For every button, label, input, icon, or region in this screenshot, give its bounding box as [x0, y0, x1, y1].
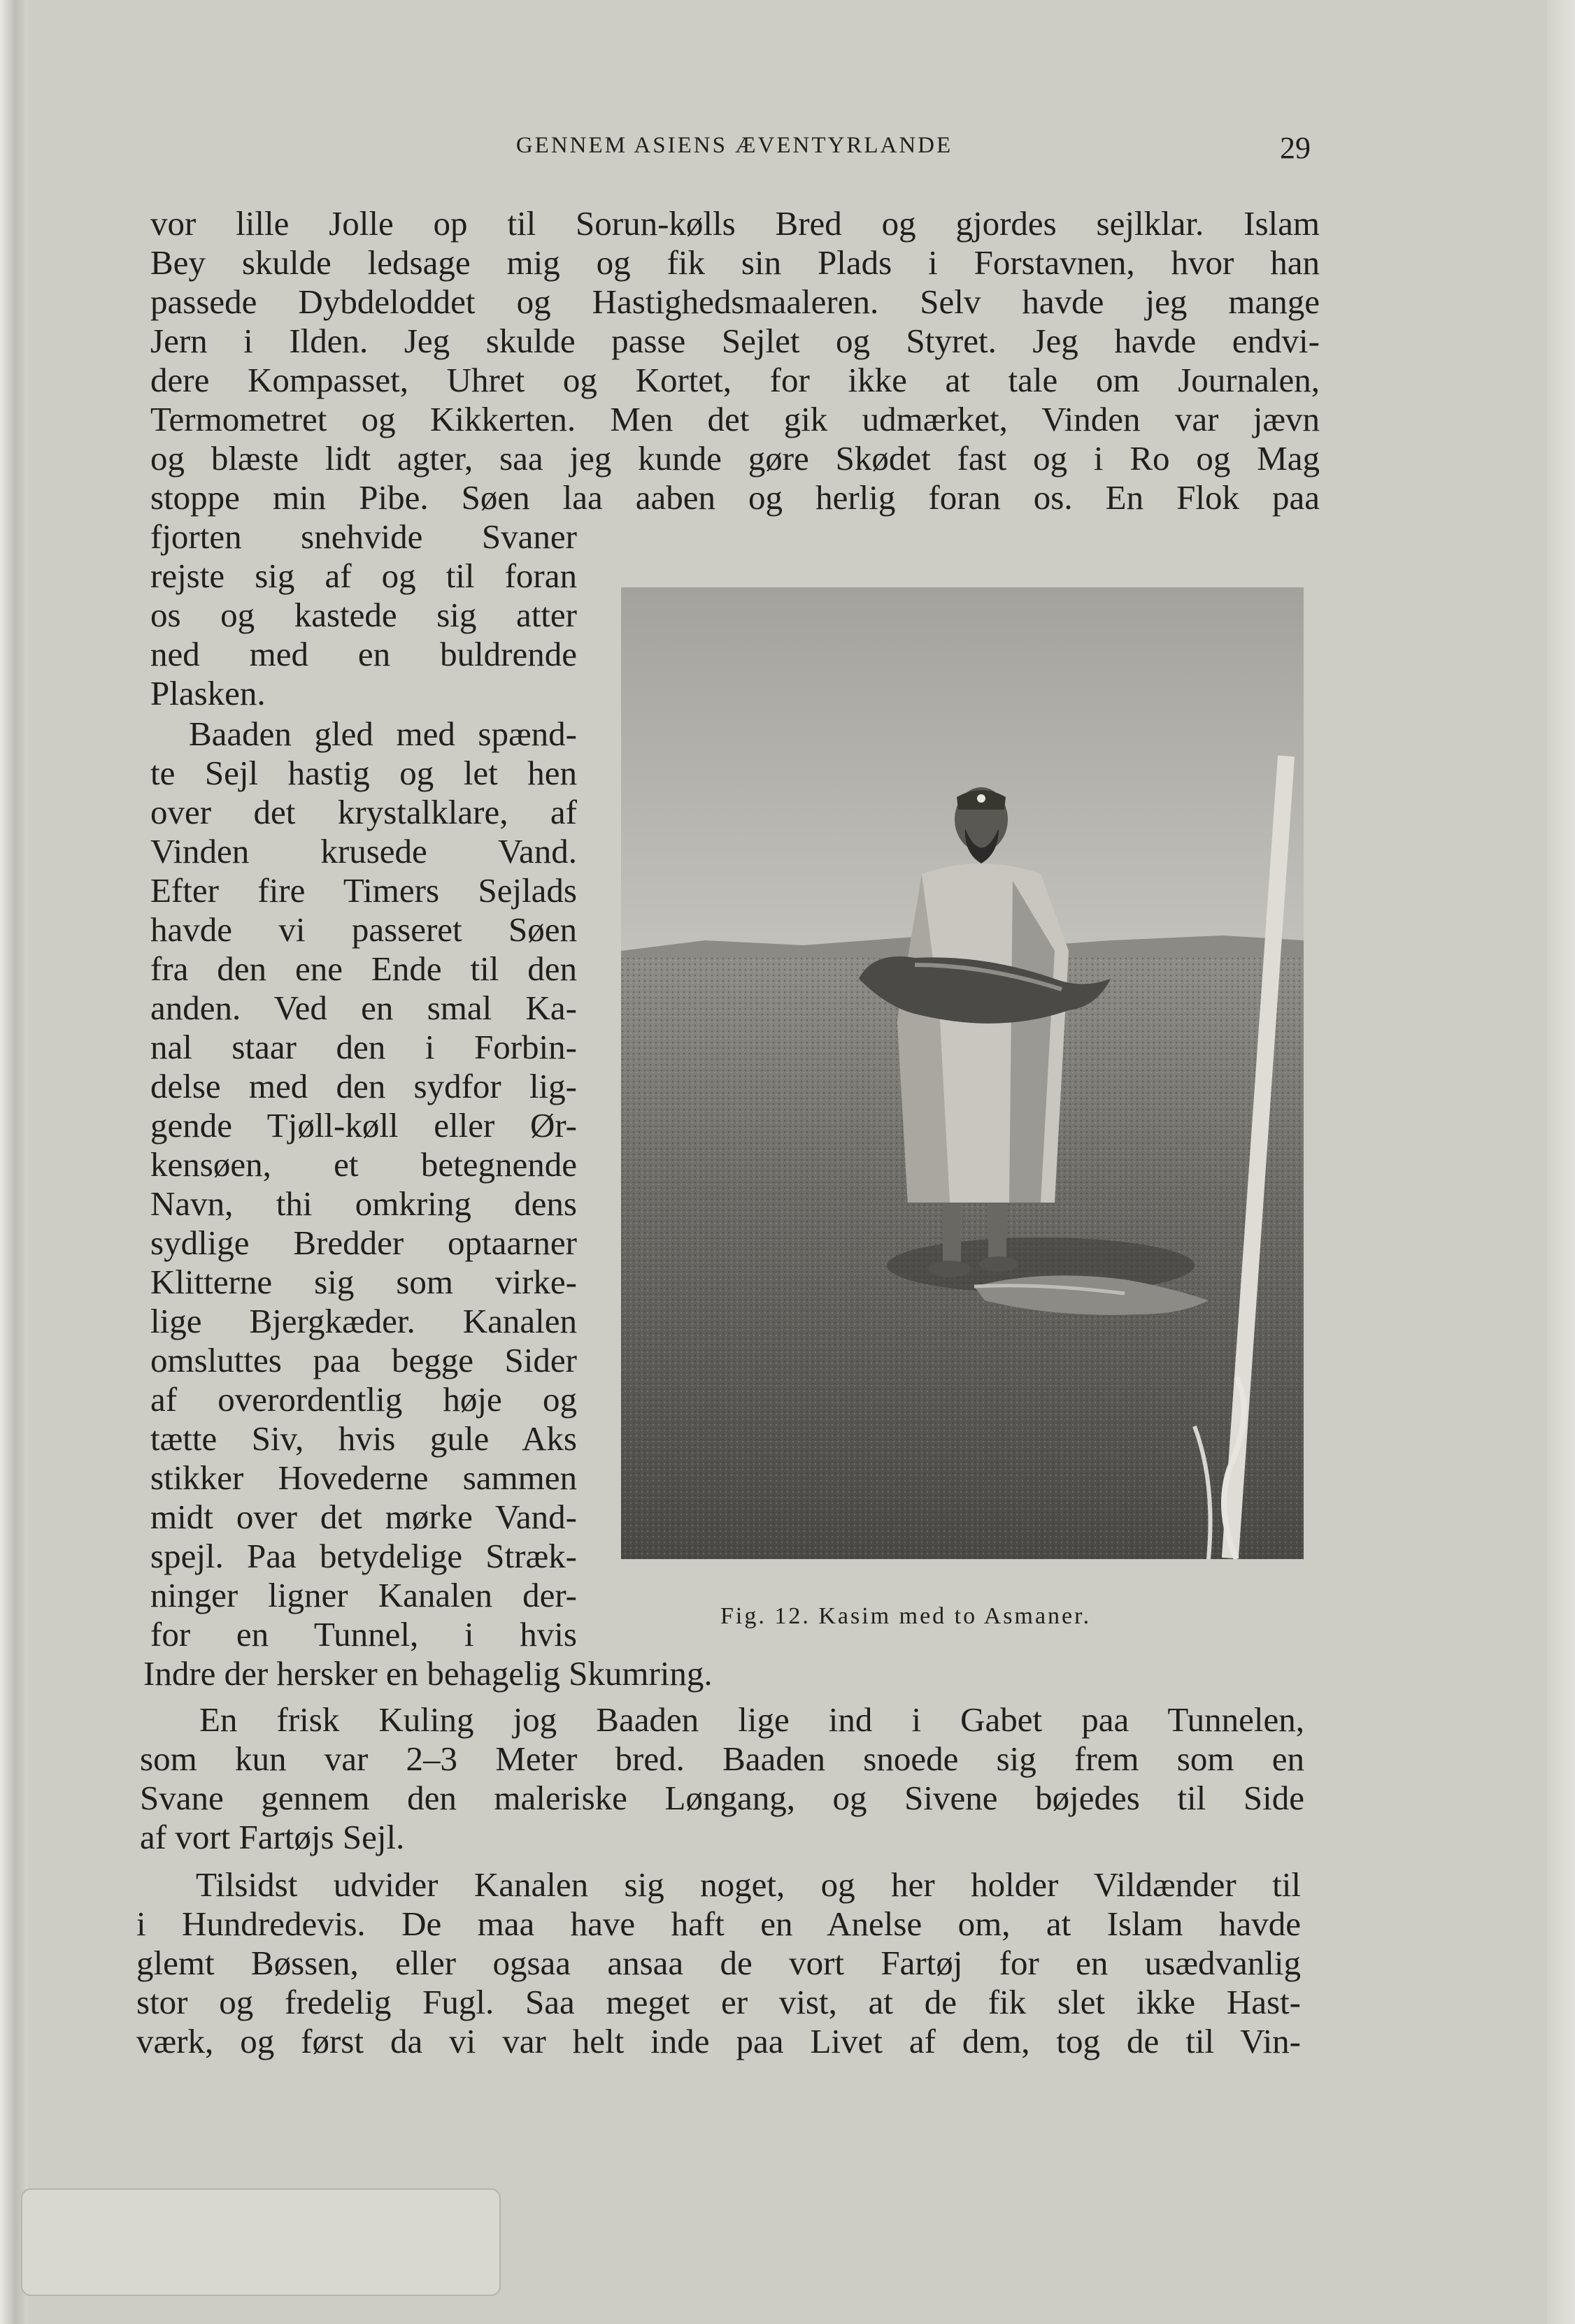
text-line: af overordentlig høje og	[150, 1380, 577, 1419]
text-line: som kun var 2–3 Meter bred. Baaden snoede sig frem som en	[140, 1740, 1304, 1778]
figure-photograph	[621, 587, 1304, 1559]
text-line: i Hundredevis. De maa have haft en Anelse om, at Islam havde	[136, 1905, 1301, 1943]
text-line: omsluttes paa begge Sider	[150, 1341, 577, 1379]
text-line: Svane gennem den maleriske Løngang, og Sivene bøjedes til Side	[140, 1779, 1304, 1817]
page-edge	[1547, 0, 1575, 2324]
text-line: vor lille Jolle op til Sorun-kølls Bred og gjordes sejlklar. Islam	[150, 204, 1320, 243]
text-line: kensøen, et betegnende	[150, 1145, 577, 1184]
text-line: Bey skulde ledsage mig og fik sin Plads i Forstavnen, hvor han	[150, 243, 1320, 282]
text-line: passede Dybdeloddet og Hastighedsmaaleren. Selv havde jeg mange	[150, 282, 1320, 321]
text-line: Baaden gled med spænd-	[189, 715, 577, 753]
text-line: ned med en buldrende	[150, 635, 577, 673]
text-line: tætte Siv, hvis gule Aks	[150, 1419, 577, 1458]
text-line: Tilsidst udvider Kanalen sig noget, og her holder Vildænder til	[196, 1865, 1301, 1904]
text-line: af vort Fartøjs Sejl.	[140, 1818, 405, 1856]
text-line: Plasken.	[150, 674, 266, 712]
text-line: glemt Bøssen, eller ogsaa ansaa de vort Fartøj for en usædvanlig	[136, 1944, 1301, 1982]
text-line: os og kastede sig atter	[150, 596, 577, 634]
text-line: stor og fredelig Fugl. Saa meget er vist, at de fik slet ikke Hast-	[136, 1983, 1301, 2021]
text-line: Indre der hersker en behagelig Skumring.	[143, 1654, 713, 1693]
text-line: værk, og først da vi var helt inde paa Livet af dem, tog de til Vin-	[136, 2022, 1301, 2060]
text-line: Navn, thi omkring dens	[150, 1184, 577, 1223]
text-line: Klitterne sig som virke-	[150, 1263, 577, 1301]
book-spine-shadow	[0, 0, 28, 2324]
text-line: stoppe min Pibe. Søen laa aaben og herlig foran os. En Flok paa	[150, 478, 1320, 517]
text-line: dere Kompasset, Uhret og Kortet, for ikke at tale om Journalen,	[150, 361, 1320, 399]
text-line: midt over det mørke Vand-	[150, 1498, 577, 1536]
text-line: over det krystalklare, af	[150, 793, 577, 831]
text-line: Termometret og Kikkerten. Men det gik udmærket, Vinden var jævn	[150, 400, 1320, 438]
library-label-tab	[21, 2188, 501, 2296]
text-line: rejste sig af og til foran	[150, 557, 577, 595]
text-line: lige Bjergkæder. Kanalen	[150, 1302, 577, 1340]
text-line: havde vi passeret Søen	[150, 910, 577, 949]
text-line: fra den ene Ende til den	[150, 949, 577, 988]
text-line: fjorten snehvide Svaner	[150, 517, 577, 556]
text-line: Efter fire Timers Sejlads	[150, 871, 577, 910]
text-line: anden. Ved en smal Ka-	[150, 989, 577, 1027]
page-number: 29	[1280, 131, 1311, 165]
text-line: gende Tjøll-køll eller Ør-	[150, 1106, 577, 1145]
text-line: delse med den sydfor lig-	[150, 1067, 577, 1105]
text-line: spejl. Paa betydelige Stræk-	[150, 1537, 577, 1575]
text-line: og blæste lidt agter, saa jeg kunde gøre Skødet fast og i Ro og Mag	[150, 439, 1320, 478]
text-line: ninger ligner Kanalen der-	[150, 1576, 577, 1614]
text-line: sydlige Bredder optaarner	[150, 1224, 577, 1262]
text-line: te Sejl hastig og let hen	[150, 754, 577, 792]
text-line: Vinden krusede Vand.	[150, 832, 577, 870]
text-line: Jern i Ilden. Jeg skulde passe Sejlet og Styret. Jeg havde endvi-	[150, 322, 1320, 360]
text-line: for en Tunnel, i hvis	[150, 1615, 577, 1654]
text-line: nal staar den i Forbin-	[150, 1028, 577, 1066]
text-line: En frisk Kuling jog Baaden lige ind i Gabet paa Tunnelen,	[199, 1700, 1304, 1739]
text-line: stikker Hovederne sammen	[150, 1458, 577, 1497]
photograph-scene	[621, 587, 1304, 1559]
figure-caption: Fig. 12. Kasim med to Asmaner.	[720, 1603, 1092, 1629]
running-head: GENNEM ASIENS ÆVENTYRLANDE	[515, 133, 953, 158]
